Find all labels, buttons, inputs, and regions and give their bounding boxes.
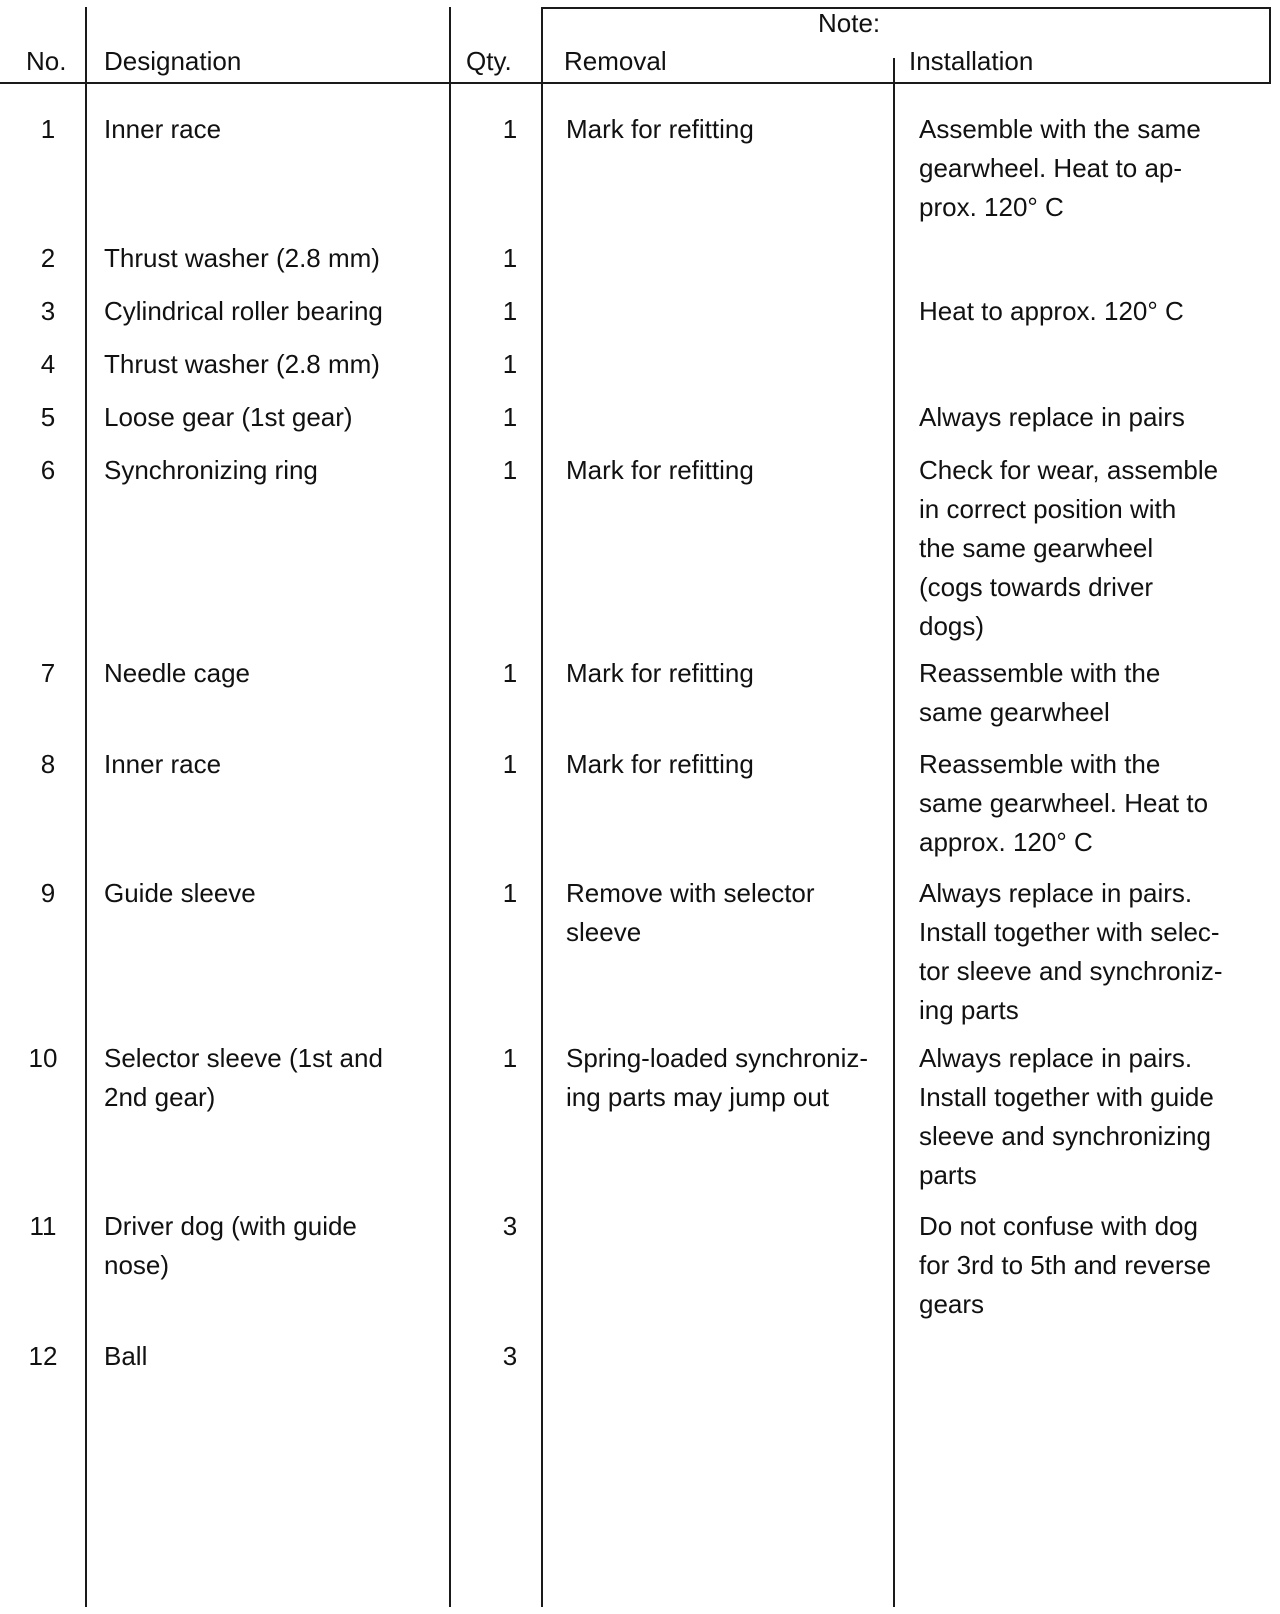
row-qty: 1 bbox=[502, 455, 518, 485]
row-number: 2 bbox=[40, 243, 56, 273]
row-installation: Heat to approx. 120° C bbox=[919, 296, 1184, 326]
row-installation: Always replace in pairs bbox=[919, 402, 1185, 432]
row-number: 5 bbox=[40, 402, 56, 432]
row-qty: 1 bbox=[502, 349, 518, 379]
column-divider-designation bbox=[449, 7, 451, 1607]
row-removal: Spring-loaded synchroniz- ing parts may jump out bbox=[566, 1043, 869, 1112]
row-designation: Thrust washer (2.8 mm) bbox=[104, 243, 380, 273]
row-number: 3 bbox=[40, 296, 56, 326]
row-number: 10 bbox=[28, 1043, 58, 1073]
row-removal: Remove with selector sleeve bbox=[566, 878, 815, 947]
row-number: 9 bbox=[40, 878, 56, 908]
row-designation: Synchronizing ring bbox=[104, 455, 318, 485]
table-right-edge bbox=[1269, 7, 1271, 84]
row-installation: Assemble with the same gearwheel. Heat to ap- prox. 120° C bbox=[919, 114, 1201, 222]
row-installation: Always replace in pairs. Install together with guide sleeve and synchronizing parts bbox=[919, 1043, 1214, 1190]
row-qty: 1 bbox=[502, 749, 518, 779]
row-designation: Loose gear (1st gear) bbox=[104, 402, 353, 432]
row-qty: 1 bbox=[502, 114, 518, 144]
header-installation: Installation bbox=[909, 46, 1034, 76]
row-qty: 3 bbox=[502, 1211, 518, 1241]
header-bottom-rule bbox=[0, 82, 1271, 84]
row-removal: Mark for refitting bbox=[566, 455, 754, 485]
row-removal: Mark for refitting bbox=[566, 114, 754, 144]
row-installation: Reassemble with the same gearwheel bbox=[919, 658, 1161, 727]
header-note: Note: bbox=[818, 8, 881, 38]
row-removal: Mark for refitting bbox=[566, 749, 754, 779]
column-divider-qty bbox=[541, 7, 543, 1607]
row-qty: 3 bbox=[502, 1341, 518, 1371]
column-divider-no bbox=[85, 7, 87, 1607]
row-designation: Inner race bbox=[104, 749, 222, 779]
row-installation: Reassemble with the same gearwheel. Heat to approx. 120° C bbox=[919, 749, 1209, 857]
header-no: No. bbox=[26, 46, 67, 76]
row-qty: 1 bbox=[502, 878, 518, 908]
header-qty: Qty. bbox=[466, 46, 512, 76]
row-designation: Thrust washer (2.8 mm) bbox=[104, 349, 380, 379]
row-number: 8 bbox=[40, 749, 56, 779]
column-divider-removal bbox=[893, 58, 895, 1607]
row-qty: 1 bbox=[502, 243, 518, 273]
row-designation: Needle cage bbox=[104, 658, 250, 688]
row-number: 12 bbox=[28, 1341, 58, 1371]
row-qty: 1 bbox=[502, 402, 518, 432]
row-number: 4 bbox=[40, 349, 56, 379]
row-installation: Check for wear, assemble in correct position with the same gearwheel (cogs towards driver dogs) bbox=[919, 455, 1219, 641]
row-number: 11 bbox=[29, 1211, 57, 1241]
row-number: 6 bbox=[40, 455, 56, 485]
row-number: 1 bbox=[40, 114, 56, 144]
row-number: 7 bbox=[40, 658, 56, 688]
row-qty: 1 bbox=[502, 658, 518, 688]
row-designation: Driver dog (with guide nose) bbox=[104, 1211, 357, 1280]
header-designation: Designation bbox=[104, 46, 242, 76]
row-installation: Always replace in pairs. Install together with selec- tor sleeve and synchroniz- ing parts bbox=[919, 878, 1223, 1025]
row-designation: Guide sleeve bbox=[104, 878, 256, 908]
row-qty: 1 bbox=[502, 1043, 518, 1073]
row-installation: Do not confuse with dog for 3rd to 5th and reverse gears bbox=[919, 1211, 1211, 1319]
row-designation: Inner race bbox=[104, 114, 222, 144]
row-designation: Ball bbox=[104, 1341, 148, 1371]
row-qty: 1 bbox=[502, 296, 518, 326]
header-removal: Removal bbox=[564, 46, 667, 76]
row-designation: Cylindrical roller bearing bbox=[104, 296, 383, 326]
row-designation: Selector sleeve (1st and 2nd gear) bbox=[104, 1043, 383, 1112]
row-removal: Mark for refitting bbox=[566, 658, 754, 688]
table-top-rule bbox=[541, 7, 1271, 9]
